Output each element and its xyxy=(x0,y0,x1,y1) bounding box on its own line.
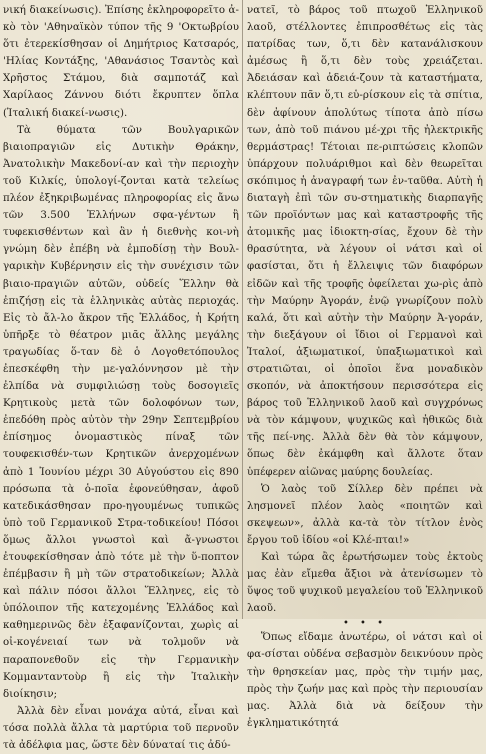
column-divider xyxy=(242,0,243,619)
paragraph: Τὰ θύματα τῶν Βουλγαρικῶν βιαιοπραγιῶν εἰς Δυτικὴν Θράκην, Ἀνατολικὴν Μακεδονί-αν καὶ τὴν περιοχὴν τοῦ Κιλκίς, ὑπολογί-ζονται κατὰ τελείως πλέον ἐξηκριβωμένας πληροφορίας εἰς ἄνω τῶν 3.500 Ἑλλήνων σφα-γέντων ἢ τυφεκισθέντων καὶ ἂν ἡ διεθνὴς κοι-νὴ γνώμη δὲν ἐπέβη νὰ ἐμποδίσῃ τὴν Βουλ-γαρικὴν Κυβέρνησιν εἰς τὴν συνέχισιν τῶν βιαιο-πραγιῶν αὐτῶν, οὐδείς Ἕλλην θὰ ἐπιζήσῃ εἰς τὰ ἑλληνικὰς αὐτὰς περιοχάς. Εἰς τὸ ἄλ-λο ἄκρον τῆς Ἑλλάδος, ἡ Κρήτη ὑπῆρξε τὸ θέατρον μιᾶς ἄλλης μεγάλης τραγωδίας ὅ-ταν δὲ ὁ Λογοθετόπουλος ἐπεσκέφθη τὴν με-γαλόννησον μὲ τὴν ἐλπίδα νὰ συμφιλιώσῃ τοὺς δοσογιεῖς Κρητικοὺς μετὰ τῶν δολοφόνων των, ἐπεδόθη πρὸς αὐτὸν τὴν 29ην Σεπτεμβρίου ἐπίσημος ὀνομαστικὸς πίναξ τῶν τουφεκισθέν-των Κρητικῶν ἀνερχομένων ἀπὸ 1 Ἰουνίου μέχρι 30 Αὐγούστου εἰς 890 πρόσωπα τὰ ὁ-ποῖα ἐφονεύθησαν, ἀφοῦ κατεδικάσθησαν προ-ηγουμένως τυπικῶς ὑπὸ τοῦ Γερμανικοῦ Στρα-τοδικείου! Πόσοι ὅμως ἄλλοι γνωστοὶ καὶ ἄ-γνωστοι ἐτουφεκίσθησαν ἀπὸ τότε μὲ τὴν ὕ-ποπτον ἐπέμβασιν ἢ μὴ τῶν στρατοδικείων; Ἀλλὰ καὶ πάλιν πόσοι ἄλλοι Ἕλληνες, εἰς τὸ ὑπόλοιπον τῆς κατεχομένης Ἑλλάδος καὶ καθημερινῶς δὲν ἐξαφανίζονται, χωρὶς αἱ οἰ-κογένειαί των νὰ τολμοῦν νὰ παραπονεθοῦν εἰς τὴν Γερμανικὴν Κομμανταντοὺρ ἢ εἰς τὴν Ἰταλικὴν διοίκησιν; xyxy=(3,123,239,700)
paragraph: Ὅπως εἴδαμε ἀνωτέρω, οἱ νάτσι καὶ οἱ φα-σίσται οὐδένα σεβασμὸν δεικνύουν πρὸς τὴν θρησκείαν μας, πρὸς τὴν τιμήν μας, πρὸς τὴν ζωήν μας καὶ πρὸς τὴν περιουσίαν μας. Ἀλλὰ διὰ νὰ δείξουν τὴν ἐγκληματικότητά xyxy=(247,631,483,729)
paragraph: νική διακείνωσις). Ἐπίσης ἐκληροφορεῖτο ἀ-κὸ τὸν 'Αθηναϊκὸν τύπον τῆς 9 'Οκτωβρίου ὅτι ἐτερεκίσθησαν οἱ Δημήτριος Κατσαρός, 'Ηλίας Κοντάξης, 'Αθανάσιος Τσαντὸς καὶ Χρῆστος Στάμου, διὰ σαμποτάζ καὶ Χαρίλαος Ζάννου διότι ἔκρυπτεν ὅπλα (Ἰταλική διακεί-νωσις). xyxy=(3,4,239,119)
paragraph: Καὶ τώρα ἂς ἐρωτήσωμεν τοὺς ἐκτοὺς μας ἐὰν εἴμεθα ἄξιοι νὰ ἀτενίσωμεν τὸ ὕψος τοῦ ψυχικοῦ μεγαλείου τοῦ Ἑλληνικοῦ λαοῦ. xyxy=(247,551,483,615)
right-column xyxy=(247,2,483,729)
paragraph: Ὁ λαὸς τοῦ Σίλλερ δὲν πρέπει νὰ λησμονεῖ πλέον λαὸς «ποιητῶν καὶ σκεψεων», ἀλλὰ κα-τὰ τὸν τίτλον ἑνὸς ἔργου τοῦ ἰδίου «οἱ Κλέ-πται!» xyxy=(247,482,483,546)
left-column xyxy=(3,2,239,752)
section-separator: • • • xyxy=(342,618,388,630)
paragraph: Ἀλλὰ δὲν εἶναι μονάχα αὐτά, εἶναι καὶ τόσα πολλὰ ἄλλα τὰ μαρτύρια τοῦ περνοῦν τὰ ἀδέλφια μας, ὥστε δὲν δύναταί τις ἀδύ- xyxy=(3,704,239,752)
paragraph: νατεῖ, τὸ βάρος τοῦ πτωχοῦ Ἑλληνικοῦ λαοῦ, στέλλοντες ἐπιπροσθέτως εἰς τὰς πατρίδας των, ὅ,τι δὲν κατανάλισκουν ἀμέσως ἢ ὅ,τι δὲν τοὺς χρειάζεται. Ἀδειάσαν καὶ ἀδειά-ζουν τὰ καταστήματα, κλέπτουν πᾶν ὅ,τι εὑ-ρίσκουν εἰς τὰ σπίτια, δὲν ἀφίνουν ἀπολύτως τίποτα ἀπὸ πίσω των, ἀπὸ τοῦ πιάνου μέ-χρι τῆς ἠλεκτρικῆς θερμάστρας! Τέτοιαι πε-ριπτώσεις κλοπῶν ὑπάρχουν πολυάριθμοι καὶ δὲν θεωρεῖται σκόπιμος ἡ ἀναγραφή των ἐν-ταῦθα. Αὐτὴ ἡ διαταγὴ ἐπὶ τῶν συ-στηματικὴς διαρπαγῆς τῶν προϊόντων μας καὶ καταστροφῆς τῆς ἀτομικῆς μας ἰδιοκτη-σίας, ἔχουν δὲ τὴν θρασύτητα, νὰ λέγουν οἱ νάτσι καὶ οἱ φασίσται, ὅτι ἡ ἔλλειψις τῶν διαφόρων εἰδῶν καὶ τῆς τροφῆς ὀφείλεται χω-ρὶς ἀπὸ τὴν Μαύρην Ἀγοράν, ἐνῷ γνωρίζουν πολὺ καλά, ὅτι καὶ αὐτὴν τὴν Μαύρην Ἀ-γοράν, τὴν διεξάγουν οἱ ἴδιοι οἱ Γερμανοὶ καὶ Ἰταλοί, ἀξιωματικοί, ὑπαξιωματικοὶ καὶ στρατιῶται, οἱ ὁποῖοι ἕνα μοναδικὸν σκοπόν, νὰ ἀποκτήσουν περισσότερα εἰς βάρος τοῦ Ἑλληνικοῦ λαοῦ καὶ συγχρόνως νὰ τὸν κάμψουν, ψυχικῶς καὶ ἠθικῶς διὰ τῆς πεί-νης. Ἀλλὰ δὲν θὰ τὸν κάμψουν, ὅπως δὲν ἐκάμφθη καὶ ἄλλοτε ὅταν ὑπέφερεν αἰῶνας μαύρης δουλείας. xyxy=(247,4,483,478)
